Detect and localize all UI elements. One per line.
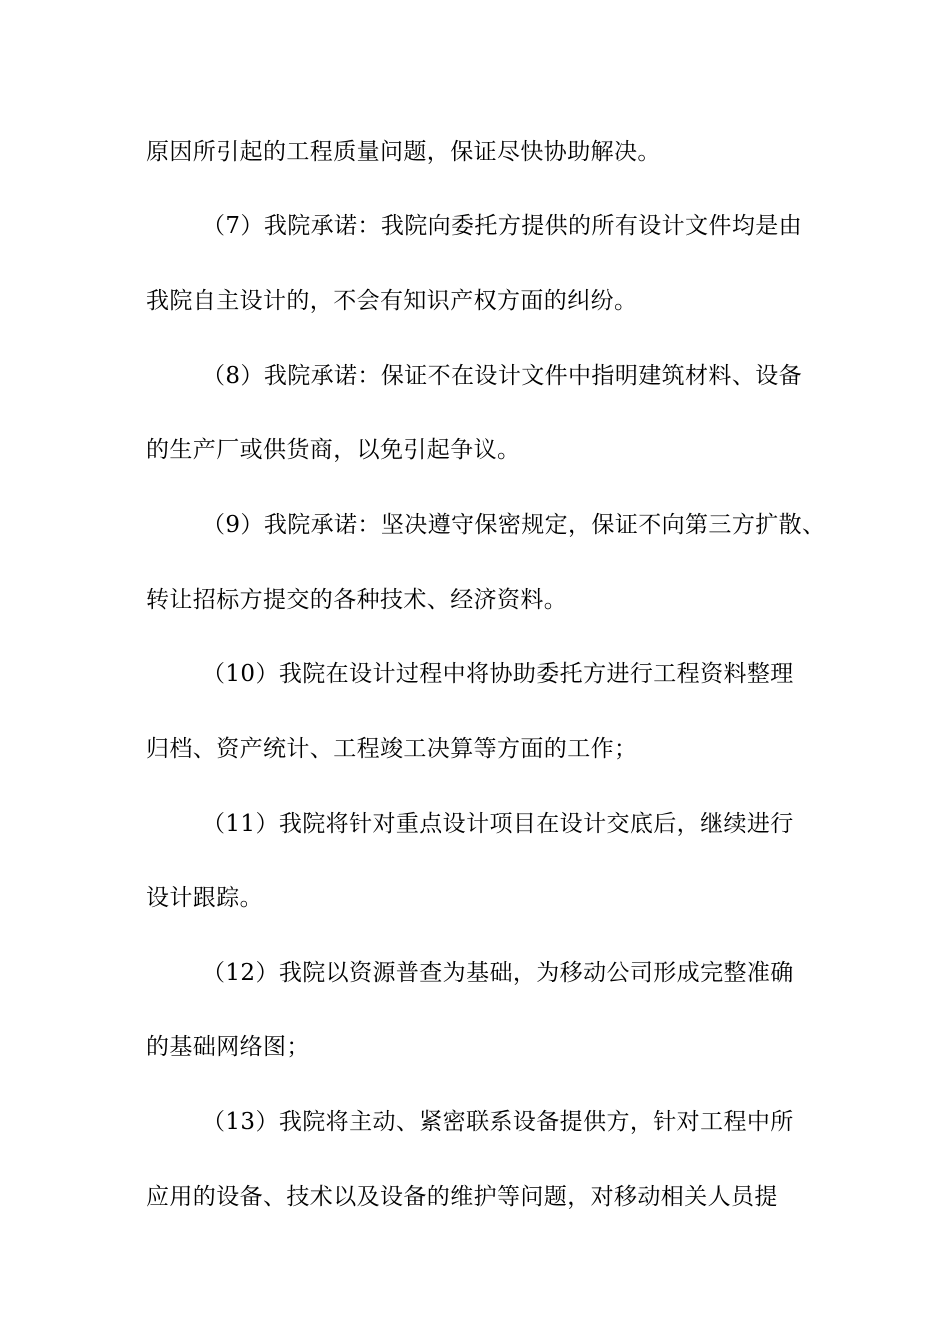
- text-line: 原因所引起的工程质量问题，保证尽快协助解决。: [146, 139, 661, 165]
- text-line: 转让招标方提交的各种技术、经济资料。: [146, 587, 568, 613]
- text-line: 设计跟踪。: [146, 885, 263, 911]
- text-line: 的生产厂或供货商，以免引起争议。: [146, 437, 521, 463]
- text-line: 归档、资产统计、工程竣工决算等方面的工作；: [146, 736, 638, 762]
- paragraph-8-line: （8）我院承诺：保证不在设计文件中指明建筑材料、设备: [202, 363, 803, 389]
- paragraph-10-line: （10）我院在设计过程中将协助委托方进行工程资料整理: [202, 661, 794, 687]
- paragraph-7-line: （7）我院承诺：我院向委托方提供的所有设计文件均是由: [202, 213, 803, 239]
- paragraph-13-line: （13）我院将主动、紧密联系设备提供方，针对工程中所: [202, 1109, 794, 1135]
- text-line: 的基础网络图；: [146, 1034, 310, 1060]
- text-line: 我院自主设计的，不会有知识产权方面的纠纷。: [146, 288, 638, 314]
- paragraph-9-line: （9）我院承诺：坚决遵守保密规定，保证不向第三方扩散、: [202, 512, 826, 538]
- paragraph-12-line: （12）我院以资源普查为基础，为移动公司形成完整准确: [202, 960, 794, 986]
- text-line: 应用的设备、技术以及设备的维护等问题，对移动相关人员提: [146, 1184, 778, 1210]
- paragraph-11-line: （11）我院将针对重点设计项目在设计交底后，继续进行: [202, 811, 794, 837]
